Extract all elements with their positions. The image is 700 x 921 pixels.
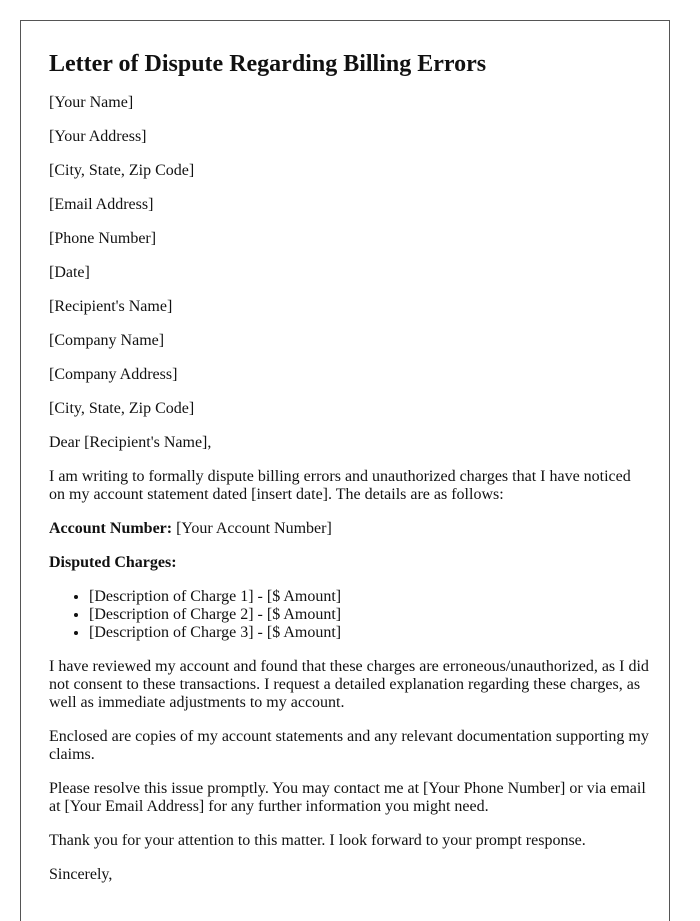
letter-date: [Date]	[49, 264, 90, 281]
recipient-address: [Company Address]	[49, 366, 178, 383]
intro-paragraph: I am writing to formally dispute billing errors and unauthorized charges that I have noticed on my account statement dated [insert date]. The details are as follows:	[49, 468, 631, 503]
sender-email: [Email Address]	[49, 196, 154, 213]
disputed-charges-list	[49, 588, 649, 642]
closing: Sincerely,	[49, 866, 113, 883]
list-item: • [Description of Charge 1] - [$ Amount]	[89, 588, 649, 606]
sender-name: [Your Name]	[49, 94, 134, 111]
recipient-city-state-zip: [City, State, Zip Code]	[49, 400, 195, 417]
disputed-charges-label: Disputed Charges:	[49, 554, 177, 571]
account-number-label: Account Number:	[49, 520, 173, 537]
list-item: • [Description of Charge 3] - [$ Amount]	[89, 624, 649, 642]
letter-page	[20, 20, 670, 921]
body-paragraph-thanks: Thank you for your attention to this matter. I look forward to your prompt response.	[49, 832, 586, 849]
recipient-company: [Company Name]	[49, 332, 165, 349]
sender-city-state-zip: [City, State, Zip Code]	[49, 162, 195, 179]
recipient-name: [Recipient's Name]	[49, 298, 173, 315]
letter-title: Letter of Dispute Regarding Billing Errors	[49, 51, 487, 77]
body-paragraph-contact: Please resolve this issue promptly. You may contact me at [Your Phone Number] or via email at [Your Email Address] for any further information you might need.	[49, 780, 646, 815]
sender-phone: [Phone Number]	[49, 230, 157, 247]
list-item: • [Description of Charge 2] - [$ Amount]	[89, 606, 649, 624]
sender-address: [Your Address]	[49, 128, 147, 145]
account-number-value: [Your Account Number]	[172, 520, 332, 537]
body-paragraph-review: I have reviewed my account and found that these charges are erroneous/unauthorized, as I did not consent to these transactions. I request a detailed explanation regarding these charges, as well as immediate adjustments to my account.	[49, 658, 649, 711]
body-paragraph-enclosed: Enclosed are copies of my account statements and any relevant documentation supporting my claims.	[49, 728, 649, 763]
account-number-line	[49, 520, 649, 538]
salutation: Dear [Recipient's Name],	[49, 434, 212, 451]
